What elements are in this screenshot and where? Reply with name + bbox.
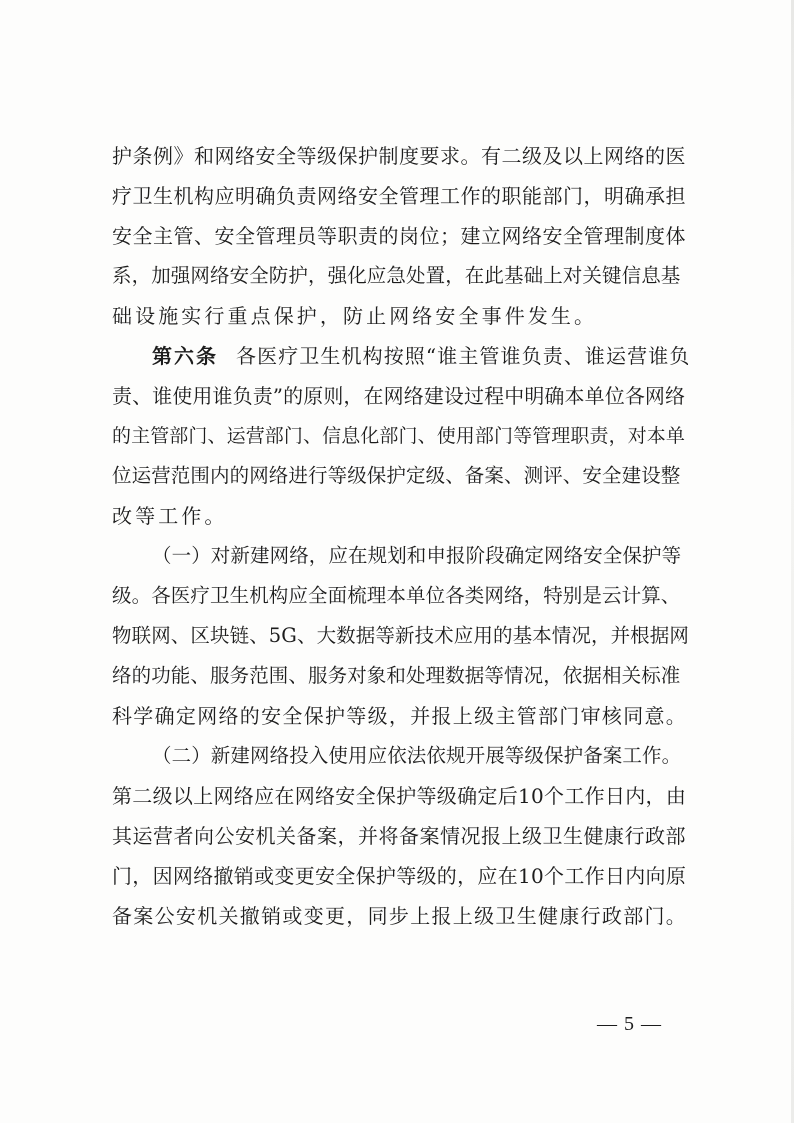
body-line: 安全主管、安全管理员等职责的岗位；建立网络安全管理制度体	[112, 224, 686, 248]
body-line: 其运营者向公安机关备案，并将备案情况报上级卫生健康行政部	[112, 824, 686, 848]
body-line: （二）新建网络投入使用应依法依规开展等级保护备案工作。	[152, 744, 682, 767]
article-title: 第六条	[152, 344, 218, 368]
body-line: 第二级以上网络应在网络安全保护等级确定后10个工作日内，由	[112, 784, 687, 808]
body-line: 位运营范围内的网络进行等级保护定级、备案、测评、安全建设整	[112, 464, 681, 487]
body-line: 络的功能、服务范围、服务对象和处理数据等情况，依据相关标准	[112, 664, 681, 687]
body-line: 础设施实行重点保护，防止网络安全事件发生。	[112, 304, 598, 328]
body-line: 物联网、区块链、5G、大数据等新技术应用的基本情况，并根据网	[112, 624, 689, 647]
body-line: 疗卫生机构应明确负责网络安全管理工作的职能部门，明确承担	[112, 184, 686, 208]
body-line: 改等工作。	[112, 504, 228, 528]
page-number: — 5 —	[597, 1013, 662, 1035]
body-line: 责、谁使用谁负责”的原则，在网络建设过程中明确本单位各网络	[112, 384, 686, 408]
body-line: 级。各医疗卫生机构应全面梳理本单位各类网络，特别是云计算、	[112, 584, 681, 607]
body-line: 备案公安机关撤销或变更，同步上报上级卫生健康行政部门。	[112, 904, 688, 928]
article-first-line	[152, 341, 690, 371]
body-line: 护条例》和网络安全等级保护制度要求。有二级及以上网络的医	[112, 144, 686, 168]
body-line: 系，加强网络安全防护，强化应急处置，在此基础上对关键信息基	[112, 264, 681, 287]
body-line: 科学确定网络的安全保护等级，并报上级主管部门审核同意。	[112, 704, 688, 728]
body-line: 门，因网络撤销或变更安全保护等级的，应在10个工作日内向原	[112, 864, 687, 888]
body-line: 的主管部门、运营部门、信息化部门、使用部门等管理职责，对本单	[112, 425, 686, 447]
article-text: 各医疗卫生机构按照“谁主管谁负责、谁运营谁负	[236, 344, 691, 368]
body-line: （一）对新建网络，应在规划和申报阶段确定网络安全保护等	[152, 544, 682, 567]
